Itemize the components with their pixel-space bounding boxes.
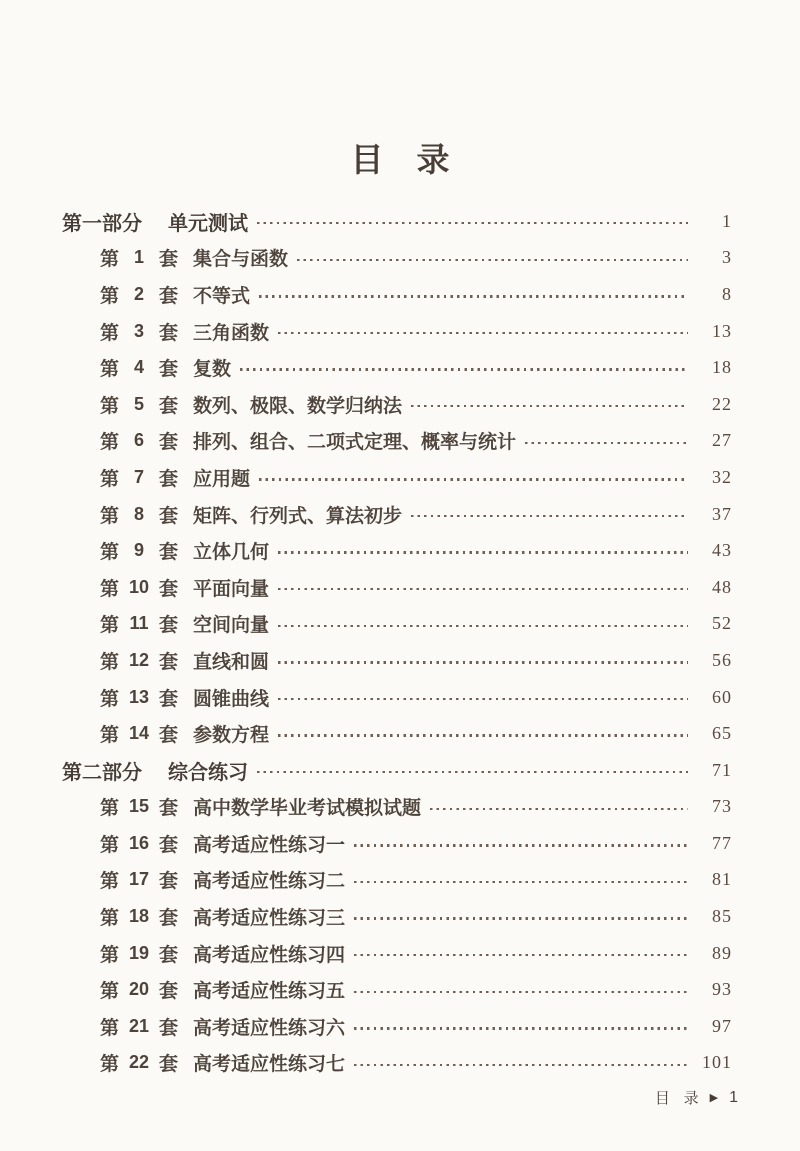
dot-leader	[278, 698, 688, 700]
footer-page-number: 1	[729, 1088, 738, 1106]
dot-leader	[259, 478, 688, 480]
dot-leader	[278, 625, 688, 627]
page-number: 71	[712, 759, 732, 780]
entry-title: 高考适应性练习五	[193, 981, 346, 1003]
toc-item-row	[62, 1008, 732, 1045]
entry-title: 高考适应性练习七	[193, 1054, 346, 1076]
toc-list	[62, 203, 732, 1081]
dot-leader	[297, 259, 688, 261]
entry-suffix: 套	[159, 688, 179, 710]
entry-prefix: 第	[100, 981, 120, 1003]
entry-number: 5	[134, 393, 145, 414]
entry-suffix: 套	[159, 249, 179, 271]
entry-title: 立体几何	[193, 542, 270, 564]
entry-prefix: 第	[100, 395, 120, 417]
toc-part-row	[62, 203, 732, 240]
entry-number: 21	[129, 1015, 150, 1036]
toc-item-row	[62, 825, 732, 862]
toc-item-row	[62, 313, 732, 350]
entry-title: 应用题	[193, 468, 251, 490]
entry-title: 排列、组合、二项式定理、概率与统计	[193, 432, 517, 454]
entry-title: 高考适应性练习三	[193, 908, 346, 930]
entry-suffix: 套	[159, 725, 179, 747]
entry-number: 7	[134, 466, 145, 487]
entry-number: 9	[134, 540, 145, 561]
dot-leader	[278, 551, 688, 553]
page-number: 32	[712, 466, 732, 487]
entry-prefix: 第	[100, 432, 120, 454]
entry-suffix: 套	[159, 359, 179, 381]
entry-suffix: 套	[159, 542, 179, 564]
page-number: 89	[712, 942, 732, 963]
entry-number: 16	[129, 832, 150, 853]
footer	[655, 1087, 738, 1108]
dot-leader	[278, 661, 688, 663]
entry-suffix: 套	[159, 578, 179, 600]
dot-leader	[411, 405, 688, 407]
dot-leader	[354, 1027, 688, 1029]
entry-suffix: 套	[159, 944, 179, 966]
dot-leader	[354, 954, 688, 956]
dot-leader	[278, 588, 688, 590]
entry-number: 18	[129, 906, 150, 927]
entry-prefix: 第	[100, 505, 120, 527]
dot-leader	[257, 222, 688, 224]
page-number: 93	[712, 979, 732, 1000]
entry-prefix: 第	[100, 615, 120, 637]
page-number: 43	[712, 540, 732, 561]
entry-suffix: 套	[159, 505, 179, 527]
entry-title: 高考适应性练习二	[193, 871, 346, 893]
entry-number: 17	[129, 869, 150, 890]
entry-prefix: 第	[100, 944, 120, 966]
entry-title: 平面向量	[193, 578, 270, 600]
entry-prefix: 第	[100, 651, 120, 673]
entry-prefix: 第	[100, 285, 120, 307]
page-number: 27	[712, 430, 732, 451]
dot-leader	[354, 991, 688, 993]
page-number: 3	[722, 247, 732, 268]
toc-item-row	[62, 606, 732, 643]
entry-prefix: 第	[100, 359, 120, 381]
toc-item-row	[62, 569, 732, 606]
entry-title: 三角函数	[193, 322, 270, 344]
part-title: 单元测试	[168, 212, 248, 235]
page-number: 60	[712, 686, 732, 707]
toc-item-row	[62, 423, 732, 460]
page-number: 18	[712, 357, 732, 378]
entry-suffix: 套	[159, 908, 179, 930]
dot-leader	[278, 734, 688, 736]
entry-number: 12	[129, 649, 150, 670]
entry-prefix: 第	[100, 908, 120, 930]
page-number: 77	[712, 832, 732, 853]
toc-item-row	[62, 862, 732, 899]
toc-item-row	[62, 642, 732, 679]
dot-leader	[525, 442, 688, 444]
entry-number: 6	[134, 430, 145, 451]
entry-prefix: 第	[100, 834, 120, 856]
entry-number: 3	[134, 320, 145, 341]
dot-leader	[411, 515, 688, 517]
entry-number: 13	[129, 686, 150, 707]
page-number: 85	[712, 906, 732, 927]
entry-suffix: 套	[159, 285, 179, 307]
toc-item-row	[62, 276, 732, 313]
entry-title: 空间向量	[193, 615, 270, 637]
entry-suffix: 套	[159, 834, 179, 856]
entry-number: 11	[129, 613, 149, 634]
toc-item-row	[62, 971, 732, 1008]
toc-item-row	[62, 459, 732, 496]
page-number: 1	[722, 210, 732, 231]
page-number: 52	[712, 613, 732, 634]
entry-suffix: 套	[159, 615, 179, 637]
dot-leader	[354, 881, 688, 883]
dot-leader	[354, 917, 688, 919]
part-label: 第二部分	[62, 761, 142, 784]
entry-number: 8	[134, 503, 145, 524]
entry-title: 高考适应性练习六	[193, 1017, 346, 1039]
entry-title: 集合与函数	[193, 249, 289, 271]
entry-number: 15	[129, 796, 150, 817]
entry-number: 4	[134, 357, 145, 378]
dot-leader	[430, 808, 688, 810]
entry-prefix: 第	[100, 468, 120, 490]
page-number: 101	[702, 1052, 732, 1073]
entry-title: 复数	[193, 359, 232, 381]
page-number: 81	[712, 869, 732, 890]
toc-item-row	[62, 496, 732, 533]
entry-title: 矩阵、行列式、算法初步	[193, 505, 403, 527]
toc-item-row	[62, 386, 732, 423]
toc-item-row	[62, 935, 732, 972]
page-number: 97	[712, 1015, 732, 1036]
page-number: 22	[712, 393, 732, 414]
entry-prefix: 第	[100, 688, 120, 710]
toc-item-row	[62, 679, 732, 716]
page-number: 56	[712, 649, 732, 670]
entry-prefix: 第	[100, 542, 120, 564]
entry-number: 10	[129, 576, 150, 597]
dot-leader	[257, 771, 688, 773]
entry-number: 2	[134, 283, 145, 304]
toc-item-row	[62, 532, 732, 569]
page-title: 目 录	[350, 141, 450, 178]
entry-number: 19	[129, 942, 150, 963]
part-label: 第一部分	[62, 212, 142, 235]
footer-label: 目 录	[654, 1091, 704, 1107]
entry-prefix: 第	[100, 798, 120, 820]
entry-suffix: 套	[159, 1017, 179, 1039]
page-number: 37	[712, 503, 732, 524]
toc-item-row	[62, 715, 732, 752]
entry-title: 参数方程	[193, 725, 270, 747]
entry-suffix: 套	[159, 651, 179, 673]
entry-prefix: 第	[100, 1054, 120, 1076]
entry-suffix: 套	[159, 798, 179, 820]
toc-item-row	[62, 898, 732, 935]
dot-leader	[259, 295, 688, 297]
dot-leader	[354, 1064, 688, 1066]
entry-number: 20	[129, 979, 150, 1000]
entry-prefix: 第	[100, 322, 120, 344]
entry-title: 数列、极限、数学归纳法	[193, 395, 403, 417]
page-number: 8	[722, 283, 732, 304]
toc-item-row	[62, 240, 732, 277]
entry-suffix: 套	[159, 981, 179, 1003]
entry-suffix: 套	[159, 322, 179, 344]
entry-suffix: 套	[159, 395, 179, 417]
dot-leader	[278, 332, 688, 334]
triangle-arrow-icon: ▶	[709, 1092, 719, 1104]
page-number: 65	[712, 723, 732, 744]
page-number: 73	[712, 796, 732, 817]
entry-prefix: 第	[100, 249, 120, 271]
entry-number: 14	[129, 723, 150, 744]
toc-item-row	[62, 789, 732, 826]
entry-suffix: 套	[159, 1054, 179, 1076]
entry-prefix: 第	[100, 1017, 120, 1039]
entry-title: 高中数学毕业考试模拟试题	[193, 798, 422, 820]
entry-suffix: 套	[159, 468, 179, 490]
entry-suffix: 套	[159, 871, 179, 893]
entry-title: 高考适应性练习一	[193, 834, 346, 856]
entry-title: 圆锥曲线	[193, 688, 270, 710]
page-number: 13	[712, 320, 732, 341]
entry-title: 不等式	[193, 285, 251, 307]
entry-title: 直线和圆	[193, 651, 270, 673]
entry-suffix: 套	[159, 432, 179, 454]
dot-leader	[240, 368, 688, 370]
entry-prefix: 第	[100, 578, 120, 600]
toc-item-row	[62, 1045, 732, 1082]
entry-number: 1	[134, 247, 145, 268]
entry-number: 22	[129, 1052, 150, 1073]
toc-part-row	[62, 752, 732, 789]
page-number: 48	[712, 576, 732, 597]
toc-item-row	[62, 349, 732, 386]
entry-prefix: 第	[100, 725, 120, 747]
entry-prefix: 第	[100, 871, 120, 893]
part-title: 综合练习	[168, 761, 248, 784]
dot-leader	[354, 844, 688, 846]
entry-title: 高考适应性练习四	[193, 944, 346, 966]
